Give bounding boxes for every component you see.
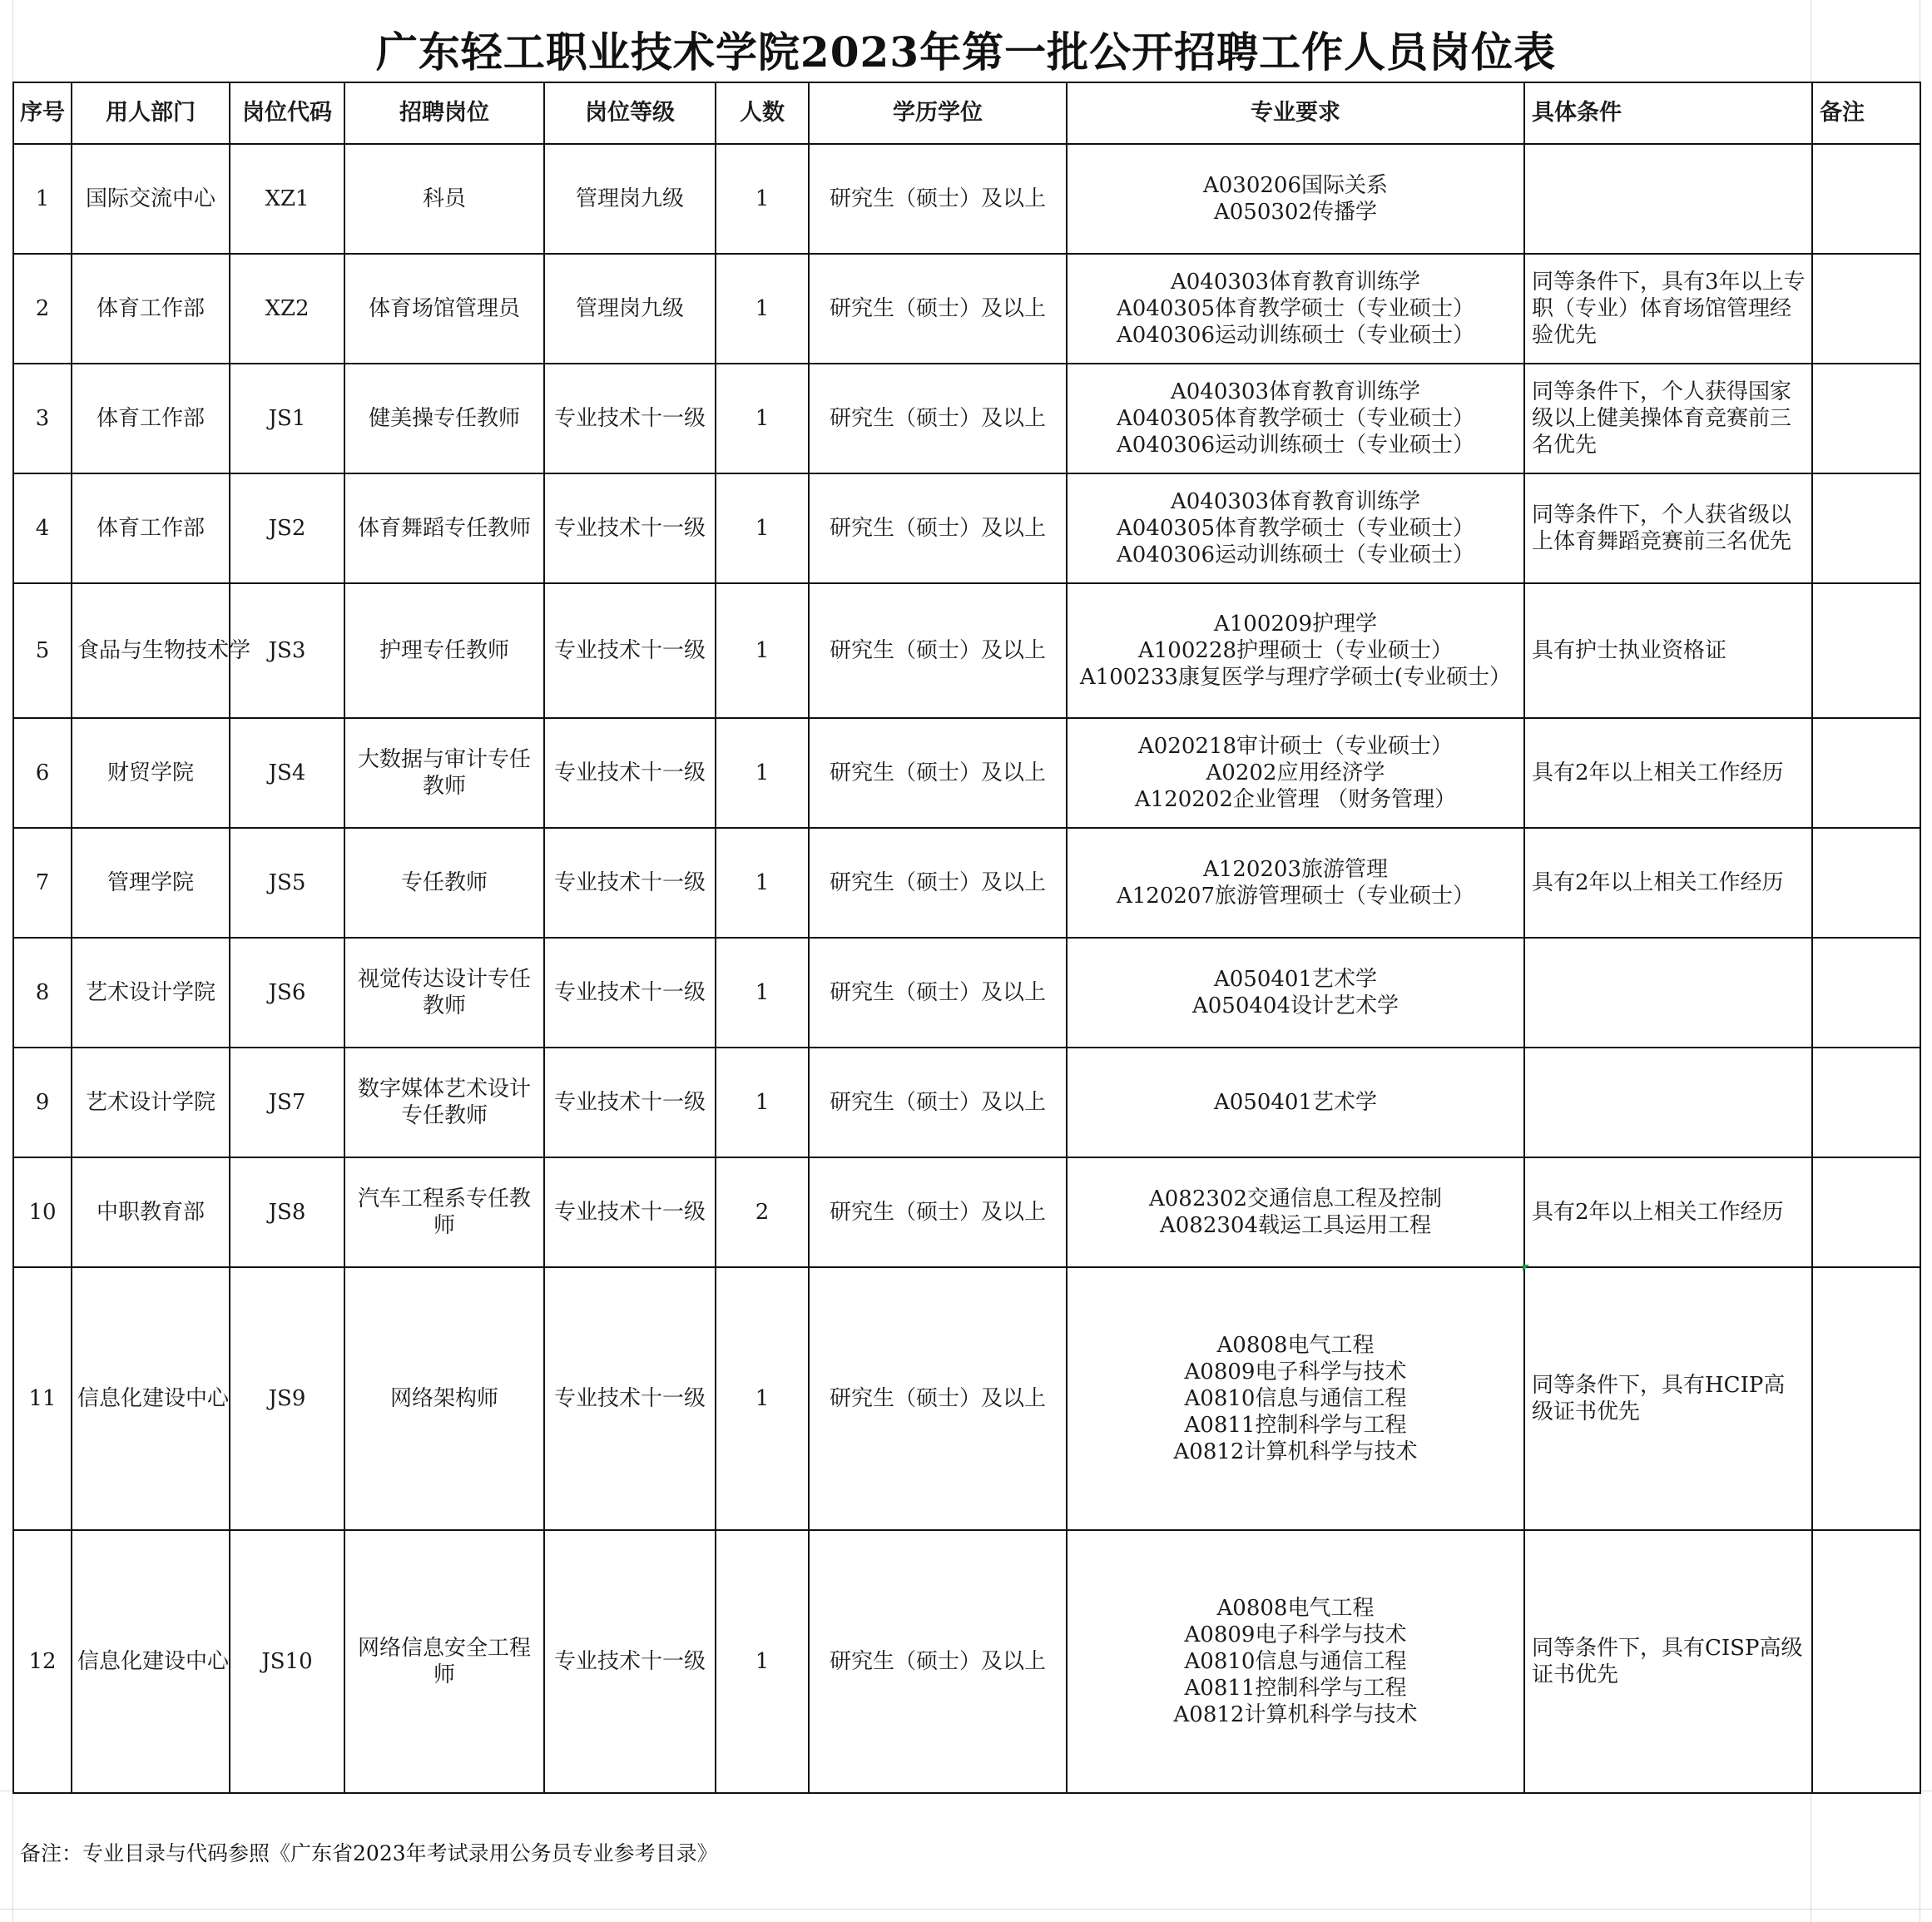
cell-remarks[interactable]	[1812, 254, 1920, 364]
cell-conditions[interactable]: 同等条件下，具有HCIP高级证书优先	[1524, 1267, 1812, 1530]
major-line: A0811控制科学与工程	[1184, 1676, 1407, 1701]
cell-remarks[interactable]	[1812, 938, 1920, 1048]
cell-majors[interactable]	[1067, 583, 1524, 718]
table-row	[13, 938, 1920, 1048]
major-line: A0202应用经济学	[1206, 760, 1385, 785]
cell-edu[interactable]: 研究生（硕士）及以上	[809, 1267, 1067, 1530]
cell-dept[interactable]: 财贸学院	[72, 718, 230, 828]
cell-dept[interactable]: 体育工作部	[72, 473, 230, 583]
cell-no[interactable]: 7	[13, 828, 72, 938]
col-header-level[interactable]: 岗位等级	[544, 82, 716, 144]
cell-remarks[interactable]	[1812, 1530, 1920, 1793]
major-line: A0810信息与通信工程	[1184, 1649, 1407, 1674]
cell-count[interactable]: 1	[716, 1530, 809, 1793]
cell-count[interactable]: 1	[716, 144, 809, 254]
cell-majors[interactable]	[1067, 1048, 1524, 1157]
cell-level[interactable]: 专业技术十一级	[544, 583, 716, 718]
table-row	[13, 1267, 1920, 1530]
cell-level[interactable]: 管理岗九级	[544, 254, 716, 364]
col-header-code[interactable]: 岗位代码	[230, 82, 344, 144]
col-header-edu[interactable]: 学历学位	[809, 82, 1067, 144]
cell-no[interactable]: 4	[13, 473, 72, 583]
cell-post[interactable]: 汽车工程系专任教师	[344, 1157, 544, 1267]
table-row	[13, 1048, 1920, 1157]
col-header-majors[interactable]: 专业要求	[1067, 82, 1524, 144]
col-header-conditions[interactable]: 具体条件	[1524, 82, 1812, 144]
cell-conditions[interactable]: 同等条件下，具有3年以上专职（专业）体育场馆管理经验优先	[1524, 254, 1812, 364]
table-row	[13, 1157, 1920, 1267]
cell-remarks[interactable]	[1812, 144, 1920, 254]
cell-dept[interactable]: 体育工作部	[72, 364, 230, 473]
page-title: 广东轻工职业技术学院2023年第一批公开招聘工作人员岗位表	[375, 27, 1557, 77]
cell-code[interactable]: JS1	[230, 364, 344, 473]
cell-count[interactable]: 1	[716, 1048, 809, 1157]
cell-code[interactable]: XZ1	[230, 144, 344, 254]
cell-level[interactable]: 管理岗九级	[544, 144, 716, 254]
major-line: A040305体育教学硕士（专业硕士）	[1116, 296, 1475, 321]
major-line: A040305体育教学硕士（专业硕士）	[1116, 516, 1475, 541]
cell-remarks[interactable]	[1812, 828, 1920, 938]
cell-level[interactable]: 专业技术十一级	[544, 938, 716, 1048]
cell-conditions[interactable]	[1524, 144, 1812, 254]
cell-dept[interactable]: 艺术设计学院	[72, 1048, 230, 1157]
major-line: A120202企业管理 （财务管理）	[1134, 787, 1457, 812]
cell-dept[interactable]: 信息化建设中心	[72, 1267, 230, 1530]
cell-post[interactable]: 护理专任教师	[344, 583, 544, 718]
col-header-dept[interactable]: 用人部门	[72, 82, 230, 144]
major-line: A040303体育教育训练学	[1170, 270, 1421, 295]
major-line: A040306运动训练硕士（专业硕士）	[1116, 323, 1475, 348]
cell-remarks[interactable]	[1812, 718, 1920, 828]
cell-edu[interactable]: 研究生（硕士）及以上	[809, 144, 1067, 254]
sheet-gridline	[0, 1909, 1932, 1910]
major-line: A082302交通信息工程及控制	[1148, 1186, 1443, 1211]
cell-edu[interactable]: 研究生（硕士）及以上	[809, 1157, 1067, 1267]
cell-dept[interactable]: 食品与生物技术学	[72, 583, 230, 718]
cell-code[interactable]: JS7	[230, 1048, 344, 1157]
cell-dept[interactable]: 中职教育部	[72, 1157, 230, 1267]
major-line: A0812计算机科学与技术	[1173, 1702, 1418, 1727]
cell-majors[interactable]	[1067, 364, 1524, 473]
cell-code[interactable]: JS9	[230, 1267, 344, 1530]
cell-count[interactable]: 1	[716, 718, 809, 828]
cell-level[interactable]: 专业技术十一级	[544, 828, 716, 938]
major-line: A100233康复医学与理疗学硕士(专业硕士）	[1079, 665, 1512, 690]
major-line: A0808电气工程	[1216, 1333, 1375, 1358]
cell-no[interactable]: 9	[13, 1048, 72, 1157]
cell-remarks[interactable]	[1812, 583, 1920, 718]
major-line: A050401艺术学	[1213, 1090, 1378, 1115]
cell-level[interactable]: 专业技术十一级	[544, 1048, 716, 1157]
cell-level[interactable]: 专业技术十一级	[544, 718, 716, 828]
cell-conditions[interactable]: 同等条件下，个人获省级以上体育舞蹈竞赛前三名优先	[1524, 473, 1812, 583]
cell-remarks[interactable]	[1812, 1267, 1920, 1530]
major-line: A040306运动训练硕士（专业硕士）	[1116, 542, 1475, 567]
table-row	[13, 473, 1920, 583]
table-row	[13, 828, 1920, 938]
major-line: A120207旅游管理硕士（专业硕士）	[1116, 884, 1475, 909]
major-line: A100209护理学	[1213, 612, 1378, 637]
cell-majors[interactable]	[1067, 473, 1524, 583]
cell-conditions[interactable]	[1524, 1048, 1812, 1157]
cell-remarks[interactable]	[1812, 1048, 1920, 1157]
cell-code[interactable]: JS5	[230, 828, 344, 938]
table-header-row	[13, 82, 1920, 144]
cell-majors[interactable]	[1067, 1157, 1524, 1267]
cell-conditions[interactable]: 具有2年以上相关工作经历	[1524, 828, 1812, 938]
cell-edu[interactable]: 研究生（硕士）及以上	[809, 1048, 1067, 1157]
cell-edu[interactable]: 研究生（硕士）及以上	[809, 473, 1067, 583]
major-line: A0809电子科学与技术	[1184, 1622, 1407, 1647]
major-line: A100228护理硕士（专业硕士）	[1137, 638, 1454, 663]
cell-post[interactable]: 网络信息安全工程师	[344, 1530, 544, 1793]
major-line: A050404设计艺术学	[1191, 993, 1399, 1018]
cell-post[interactable]: 大数据与审计专任教师	[344, 718, 544, 828]
col-header-post[interactable]: 招聘岗位	[344, 82, 544, 144]
cell-count[interactable]: 2	[716, 1157, 809, 1267]
table-row	[13, 1530, 1920, 1793]
cell-post[interactable]: 专任教师	[344, 828, 544, 938]
col-header-count[interactable]: 人数	[716, 82, 809, 144]
cell-remarks[interactable]	[1812, 364, 1920, 473]
cell-conditions[interactable]: 具有护士执业资格证	[1524, 583, 1812, 718]
cell-majors[interactable]	[1067, 938, 1524, 1048]
cell-majors[interactable]	[1067, 1267, 1524, 1530]
cell-dept[interactable]: 国际交流中心	[72, 144, 230, 254]
cell-post[interactable]: 数字媒体艺术设计专任教师	[344, 1048, 544, 1157]
cell-code[interactable]: JS3	[230, 583, 344, 718]
cell-dept[interactable]: 艺术设计学院	[72, 938, 230, 1048]
cell-no[interactable]: 8	[13, 938, 72, 1048]
cell-count[interactable]: 1	[716, 1267, 809, 1530]
cell-no[interactable]: 6	[13, 718, 72, 828]
cell-post[interactable]: 视觉传达设计专任教师	[344, 938, 544, 1048]
cell-no[interactable]: 3	[13, 364, 72, 473]
col-header-remarks[interactable]: 备注	[1812, 82, 1920, 144]
cell-majors[interactable]	[1067, 718, 1524, 828]
cell-no[interactable]: 11	[13, 1267, 72, 1530]
major-line: A0808电气工程	[1216, 1596, 1375, 1621]
cell-conditions[interactable]: 同等条件下，具有CISP高级证书优先	[1524, 1530, 1812, 1793]
cell-code[interactable]: JS2	[230, 473, 344, 583]
cell-edu[interactable]: 研究生（硕士）及以上	[809, 1530, 1067, 1793]
major-line: A020218审计硕士（专业硕士）	[1137, 734, 1454, 759]
cell-no[interactable]: 1	[13, 144, 72, 254]
major-line: A040306运动训练硕士（专业硕士）	[1116, 433, 1475, 458]
major-line: A0809电子科学与技术	[1184, 1360, 1407, 1385]
job-table	[12, 82, 1921, 1794]
major-line: A040305体育教学硕士（专业硕士）	[1116, 406, 1475, 431]
cell-majors[interactable]	[1067, 828, 1524, 938]
cell-post[interactable]: 科员	[344, 144, 544, 254]
cell-remarks[interactable]	[1812, 473, 1920, 583]
cell-post[interactable]: 健美操专任教师	[344, 364, 544, 473]
table-row	[13, 144, 1920, 254]
table-row	[13, 583, 1920, 718]
cell-conditions[interactable]: 具有2年以上相关工作经历	[1524, 718, 1812, 828]
cell-count[interactable]: 1	[716, 938, 809, 1048]
footnote: 备注：专业目录与代码参照《广东省2023年考试录用公务员专业参考目录》	[20, 1841, 718, 1865]
major-line: A082304载运工具运用工程	[1159, 1213, 1432, 1238]
col-header-no[interactable]: 序号	[13, 82, 72, 144]
major-line: A0810信息与通信工程	[1184, 1386, 1407, 1411]
major-line: A120203旅游管理	[1202, 857, 1389, 882]
cell-level[interactable]: 专业技术十一级	[544, 364, 716, 473]
cell-no[interactable]: 10	[13, 1157, 72, 1267]
cell-comment-marker-icon	[1523, 1265, 1529, 1271]
cell-no[interactable]: 2	[13, 254, 72, 364]
cell-edu[interactable]: 研究生（硕士）及以上	[809, 254, 1067, 364]
cell-conditions[interactable]: 具有2年以上相关工作经历	[1524, 1157, 1812, 1267]
table-row	[13, 254, 1920, 364]
cell-no[interactable]: 5	[13, 583, 72, 718]
cell-count[interactable]: 1	[716, 473, 809, 583]
major-line: A0811控制科学与工程	[1184, 1413, 1407, 1438]
cell-code[interactable]: JS8	[230, 1157, 344, 1267]
cell-majors[interactable]	[1067, 144, 1524, 254]
major-line: A030206国际关系	[1202, 173, 1389, 198]
major-line: A040303体育教育训练学	[1170, 489, 1421, 514]
cell-count[interactable]: 1	[716, 254, 809, 364]
major-line: A050302传播学	[1213, 200, 1378, 225]
cell-edu[interactable]: 研究生（硕士）及以上	[809, 828, 1067, 938]
major-line: A050401艺术学	[1213, 967, 1378, 992]
cell-edu[interactable]: 研究生（硕士）及以上	[809, 938, 1067, 1048]
cell-dept[interactable]: 信息化建设中心	[72, 1530, 230, 1793]
cell-level[interactable]: 专业技术十一级	[544, 1530, 716, 1793]
cell-conditions[interactable]	[1524, 938, 1812, 1048]
major-line: A0812计算机科学与技术	[1173, 1439, 1418, 1464]
cell-no[interactable]: 12	[13, 1530, 72, 1793]
cell-level[interactable]: 专业技术十一级	[544, 1157, 716, 1267]
cell-post[interactable]: 网络架构师	[344, 1267, 544, 1530]
cell-dept[interactable]: 管理学院	[72, 828, 230, 938]
cell-level[interactable]: 专业技术十一级	[544, 1267, 716, 1530]
cell-majors[interactable]	[1067, 254, 1524, 364]
cell-edu[interactable]: 研究生（硕士）及以上	[809, 718, 1067, 828]
cell-count[interactable]: 1	[716, 583, 809, 718]
cell-count[interactable]: 1	[716, 364, 809, 473]
major-line: A040303体育教育训练学	[1170, 379, 1421, 404]
cell-dept[interactable]: 体育工作部	[72, 254, 230, 364]
cell-count[interactable]: 1	[716, 828, 809, 938]
cell-edu[interactable]: 研究生（硕士）及以上	[809, 583, 1067, 718]
cell-code[interactable]: JS6	[230, 938, 344, 1048]
cell-remarks[interactable]	[1812, 1157, 1920, 1267]
cell-edu[interactable]: 研究生（硕士）及以上	[809, 364, 1067, 473]
cell-conditions[interactable]: 同等条件下，个人获得国家级以上健美操体育竞赛前三名优先	[1524, 364, 1812, 473]
cell-code[interactable]: XZ2	[230, 254, 344, 364]
cell-post[interactable]: 体育舞蹈专任教师	[344, 473, 544, 583]
cell-code[interactable]: JS4	[230, 718, 344, 828]
cell-code[interactable]: JS10	[230, 1530, 344, 1793]
table-row	[13, 364, 1920, 473]
table-row	[13, 718, 1920, 828]
cell-majors[interactable]	[1067, 1530, 1524, 1793]
cell-level[interactable]: 专业技术十一级	[544, 473, 716, 583]
cell-post[interactable]: 体育场馆管理员	[344, 254, 544, 364]
